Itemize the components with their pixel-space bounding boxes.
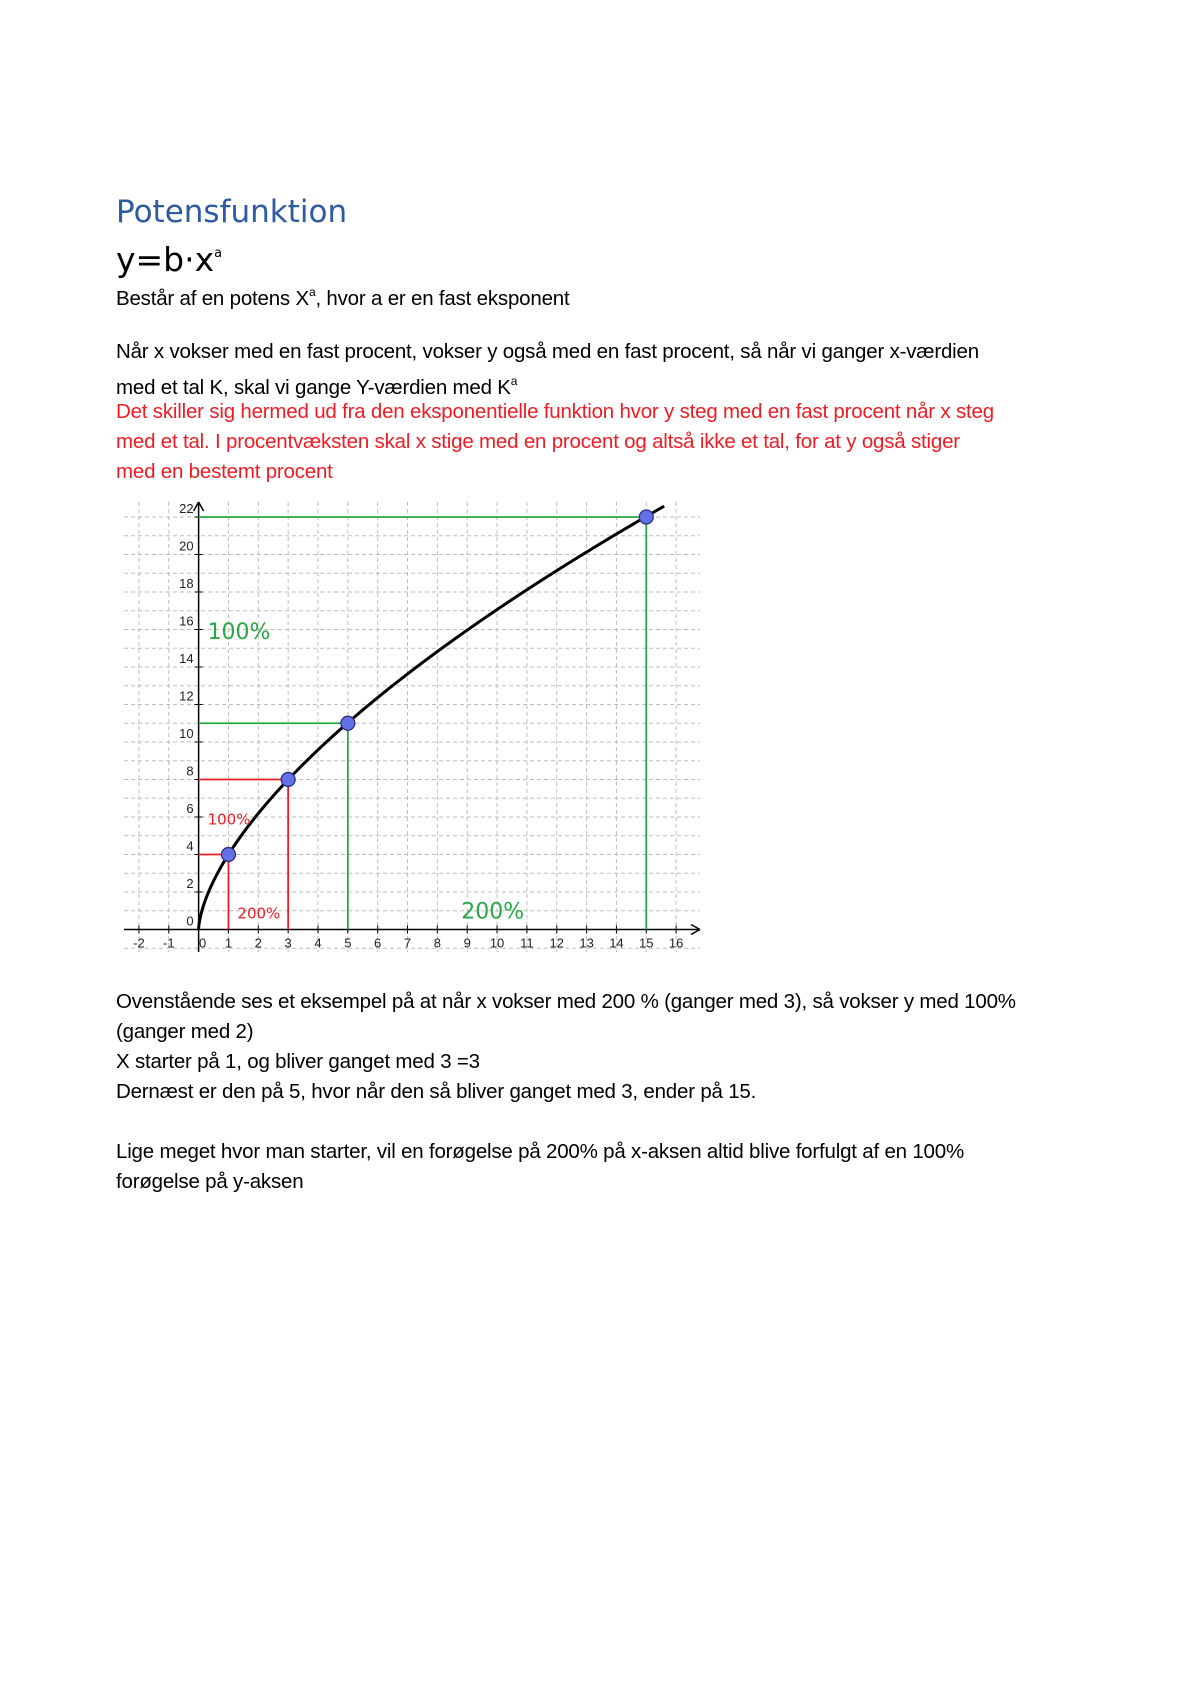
y-tick-label: 20: [179, 538, 194, 554]
formula-base: y=b·x: [116, 240, 215, 279]
red-line-3: med en bestemt procent: [116, 460, 333, 483]
x-tick-label: 1: [224, 935, 233, 951]
percent-annotation: 200%: [237, 904, 281, 923]
x-tick-label: 11: [520, 935, 534, 951]
percent-annotation: 100%: [207, 810, 251, 829]
x-tick-label: 16: [668, 935, 684, 951]
y-tick-label: 22: [179, 501, 194, 516]
y-tick-label: 12: [179, 688, 194, 704]
page-title: Potensfunktion: [116, 194, 348, 230]
data-point: [281, 773, 295, 787]
formula: [116, 236, 222, 280]
x-tick-label: -2: [133, 935, 145, 951]
formula-exponent: a: [214, 246, 223, 261]
after-line-1: Ovenstående ses et eksempel på at når x vokser med 200 % (ganger med 3), så vokser y med 100%: [116, 990, 1016, 1013]
x-tick-label: 14: [609, 935, 624, 951]
after-line-6: Lige meget hvor man starter, vil en forøgelse på 200% på x-aksen altid blive forfulgt af en 100%: [116, 1140, 964, 1163]
x-tick-label: 2: [254, 935, 262, 951]
x-tick-label: 5: [344, 935, 352, 951]
intro-line: [116, 278, 569, 314]
y-tick-label: 10: [179, 726, 194, 741]
percent-annotation: 100%: [207, 619, 271, 645]
x-tick-label: 7: [403, 935, 412, 951]
x-tick-label: 15: [639, 935, 654, 951]
data-point: [221, 848, 235, 862]
x-tick-label: 6: [374, 935, 382, 951]
paragraph-line-2-sup: a: [510, 374, 518, 388]
x-tick-label: 13: [579, 935, 594, 951]
red-line-2: med et tal. I procentvæksten skal x stige med en procent og altså ikke et tal, for at y også stiger: [116, 430, 960, 453]
x-tick-label: 4: [314, 935, 322, 951]
y-tick-label: 2: [186, 876, 194, 891]
y-tick-label: 6: [186, 801, 194, 816]
after-line-2: (ganger med 2): [116, 1020, 254, 1043]
intro-text: Består af en potens X: [116, 286, 309, 310]
after-line-3: X starter på 1, og bliver ganget med 3 =3: [116, 1050, 480, 1073]
y-tick-label: 8: [186, 763, 194, 779]
after-line-4: Dernæst er den på 5, hvor når den så bliver ganget med 3, ender på 15.: [116, 1080, 757, 1103]
x-tick-label: -1: [162, 935, 175, 951]
intro-sup: a: [308, 285, 316, 299]
data-point: [639, 510, 653, 524]
x-tick-label: 0: [198, 935, 207, 951]
y-tick-label: 4: [186, 838, 194, 854]
x-tick-label: 10: [489, 935, 505, 951]
x-tick-label: 12: [549, 935, 564, 951]
y-tick-label: 0: [186, 913, 194, 929]
data-point: [341, 716, 355, 730]
y-tick-label: 16: [179, 613, 194, 629]
power-function-chart: [120, 498, 706, 974]
percent-annotation: 200%: [461, 899, 525, 925]
intro-tail: , hvor a er en fast eksponent: [315, 286, 570, 310]
x-tick-label: 8: [433, 935, 441, 951]
x-tick-label: 9: [463, 935, 471, 951]
function-curve: [199, 506, 665, 929]
y-tick-label: 14: [179, 651, 194, 666]
after-line-7: forøgelse på y-aksen: [116, 1170, 304, 1193]
chart-svg: [120, 498, 706, 974]
paragraph-line-2-text: med et tal K, skal vi gange Y-værdien med K: [116, 375, 511, 399]
red-line-1: Det skiller sig hermed ud fra den eksponentielle funktion hvor y steg med en fast procent når x steg: [116, 400, 994, 423]
y-tick-label: 18: [179, 576, 194, 591]
paragraph-line-1: Når x vokser med en fast procent, vokser y også med en fast procent, så når vi ganger x-værdien: [116, 340, 979, 363]
x-tick-label: 3: [284, 935, 292, 951]
